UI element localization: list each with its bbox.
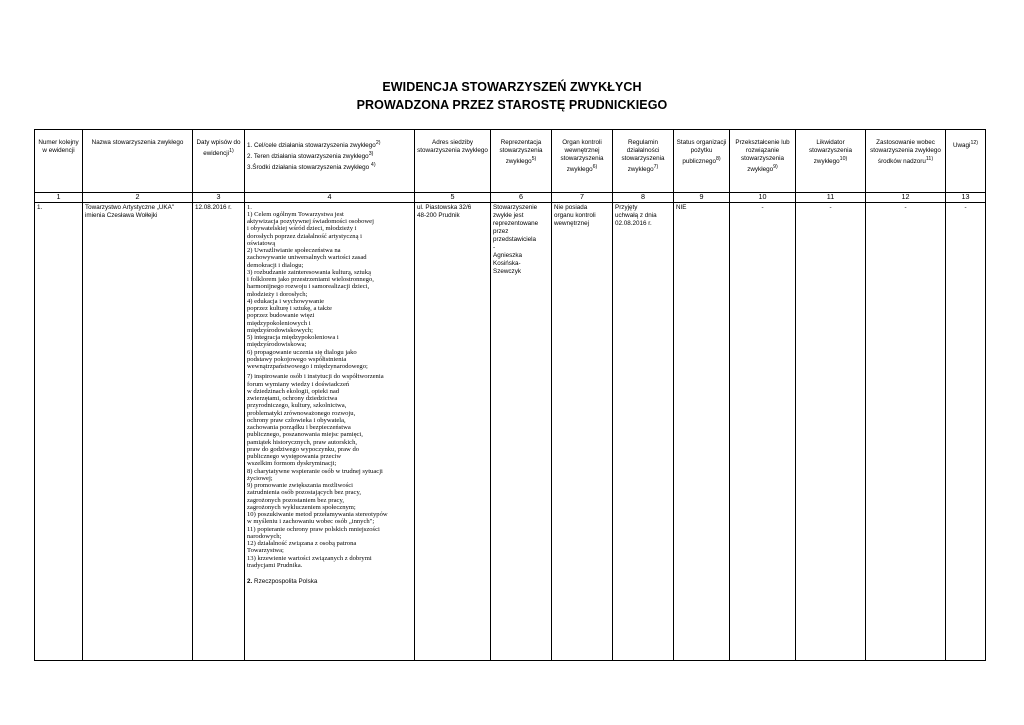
column-number: 12 bbox=[866, 193, 946, 203]
header-cell: Nazwa stowarzyszenia zwykłego bbox=[83, 130, 193, 193]
opp-status: NIE bbox=[674, 202, 730, 660]
supervision-measures: - bbox=[866, 202, 946, 660]
transformation: - bbox=[730, 202, 796, 660]
table-row bbox=[35, 202, 986, 660]
column-number: 5 bbox=[415, 193, 491, 203]
header-cell: Regulamin działalności stowarzyszenia zwykłego$^{7)}$ bbox=[613, 130, 674, 193]
operating-area: 2. Rzeczpospolita Polska bbox=[247, 578, 318, 585]
document-title-line2: PROWADZONA PRZEZ STAROSTĘ PRUDNICKIEGO bbox=[356, 98, 668, 112]
remarks: - bbox=[946, 202, 986, 660]
column-number: 2 bbox=[83, 193, 193, 203]
column-number: 11 bbox=[796, 193, 866, 203]
goals-cell bbox=[245, 202, 415, 660]
column-number: 1 bbox=[35, 193, 83, 203]
internal-control: Nie posiada organu kontroli wewnętrznej bbox=[552, 202, 613, 660]
header-row bbox=[35, 130, 986, 193]
entry-date: 12.08.2016 r. bbox=[193, 202, 245, 660]
header-cell: Zastosowanie wobec stowarzyszenia zwykłego środków nadzoru$^{11)}$ bbox=[866, 130, 946, 193]
goals-text-a: 1. 1) Celem ogólnym Towarzystwa jest aktywizacja pozytywnej świadomości osobowej i obywatelskiej wśród dzieci, młodzieży i dorosłych poprzez działalność artystyczną i oświatową 2) Uwrażliwianie społeczeństwa na zachowywanie uniwersalnych wartości zasad demokracji i dialogu; 3) rozbudzanie zainteresowania kulturą, sztuką i folklorem jako przestrzeniami wielostronnego, harmonijnego rozwoju i samorealizacji dzieci, młodzieży i dorosłych; 4) edukacja i wychowywanie poprzez kulturę i sztukę, a także poprzez budowanie więzi międzypokoleniowych i międzyśrodowiskowych; 5) integracja międzypokoleniowa i międzyśrodowiskowa; 6) propagowanie uczenia się dialogu jako podstawy pokojowego współistnienia wewnątrzpaństwowego i międzynarodowego; bbox=[247, 203, 374, 370]
association-name: Towarzystwo Artystyczne „UKA" imienia Czesława Wołłejki bbox=[83, 202, 193, 660]
column-number: 3 bbox=[193, 193, 245, 203]
register-table bbox=[34, 129, 986, 661]
column-number: 7 bbox=[552, 193, 613, 203]
column-number: 8 bbox=[613, 193, 674, 203]
header-cell: Likwidator stowarzyszenia zwykłego$^{10)}$ bbox=[796, 130, 866, 193]
header-cell-goals: 1. Cel/cele działania stowarzyszenia zwykłego$^{2)}$ 2. Teren działania stowarzyszenia zwykłego$^{3)}$ 3.Środki działania stowarzyszenia zwykłego $^{4)}$ bbox=[245, 130, 415, 193]
liquidator: - bbox=[796, 202, 866, 660]
goals-text-b: 7) inspirowanie osób i instytucji do współtworzenia forum wymiany wiedzy i doświadczeń w dziedzinach ekologii, opieki nad zwierzętami, ochrony dziedzictwa przyrodniczego, kultury, szkolnictwa, problematyki zrównoważonego rozwoju, ochrony praw człowieka i obywatela, zachowania porządku i bezpieczeństwa publicznego, poszanowania miejsc pamięci, pamiątek historycznych, praw autorskich, praw do godziwego wypoczynku, praw do publicznego występowania przeciw wszelkim formom dyskryminacji; 8) charytatywne wspieranie osób w trudnej sytuacji życiowej; 9) promowanie zwiększania możliwości zatrudnienia osób pozostających bez pracy, zagrożonych pozostaniem bez pracy, zagrożonych wykluczeniem społecznym; 10) poszukiwanie metod przełamywania stereotypów w myśleniu i zachowaniu wobec osób „innych"; 11) popieranie ochrony praw polskich mniejszości narodowych; 12) działalność związana z osobą patrona Towarzystwa; 13) krzewienie wartości związanych z dobrymi tradycjami Prudnika. bbox=[247, 373, 388, 569]
header-cell: Przekształcenie lub rozwiązanie stowarzyszenia zwykłego$^{9)}$ bbox=[730, 130, 796, 193]
header-cell: Organ kontroli wewnętrznej stowarzyszenia zwykłego$^{6)}$ bbox=[552, 130, 613, 193]
column-number: 13 bbox=[946, 193, 986, 203]
header-cell: Adres siedziby stowarzyszenia zwykłego bbox=[415, 130, 491, 193]
header-cell: Reprezentacja stowarzyszenia zwykłego$^{5)}$ bbox=[491, 130, 552, 193]
header-cell: Numer kolejny w ewidencji bbox=[35, 130, 83, 193]
column-number: 6 bbox=[491, 193, 552, 203]
entry-number: 1. bbox=[35, 202, 83, 660]
header-cell: Daty wpisów do ewidencji$^{1)}$ bbox=[193, 130, 245, 193]
regulation: Przyjęty uchwałą z dnia 02.08.2016 r. bbox=[613, 202, 674, 660]
header-cell: Uwagi$^{12)}$ bbox=[946, 130, 986, 193]
document-title-line1: EWIDENCJA STOWARZYSZEŃ ZWYKŁYCH bbox=[382, 80, 642, 94]
address: ul. Piastowska 32/6 48-200 Prudnik bbox=[415, 202, 491, 660]
column-number: 4 bbox=[245, 193, 415, 203]
column-number: 9 bbox=[674, 193, 730, 203]
column-number: 10 bbox=[730, 193, 796, 203]
column-number-row bbox=[35, 193, 986, 203]
representation: Stowarzyszenie zwykłe jest reprezentowane przez przedstawiciela - Agnieszka Kosińska- Szewczyk bbox=[491, 202, 552, 660]
header-cell: Status organizacji pożytku publicznego$^{8)}$ bbox=[674, 130, 730, 193]
